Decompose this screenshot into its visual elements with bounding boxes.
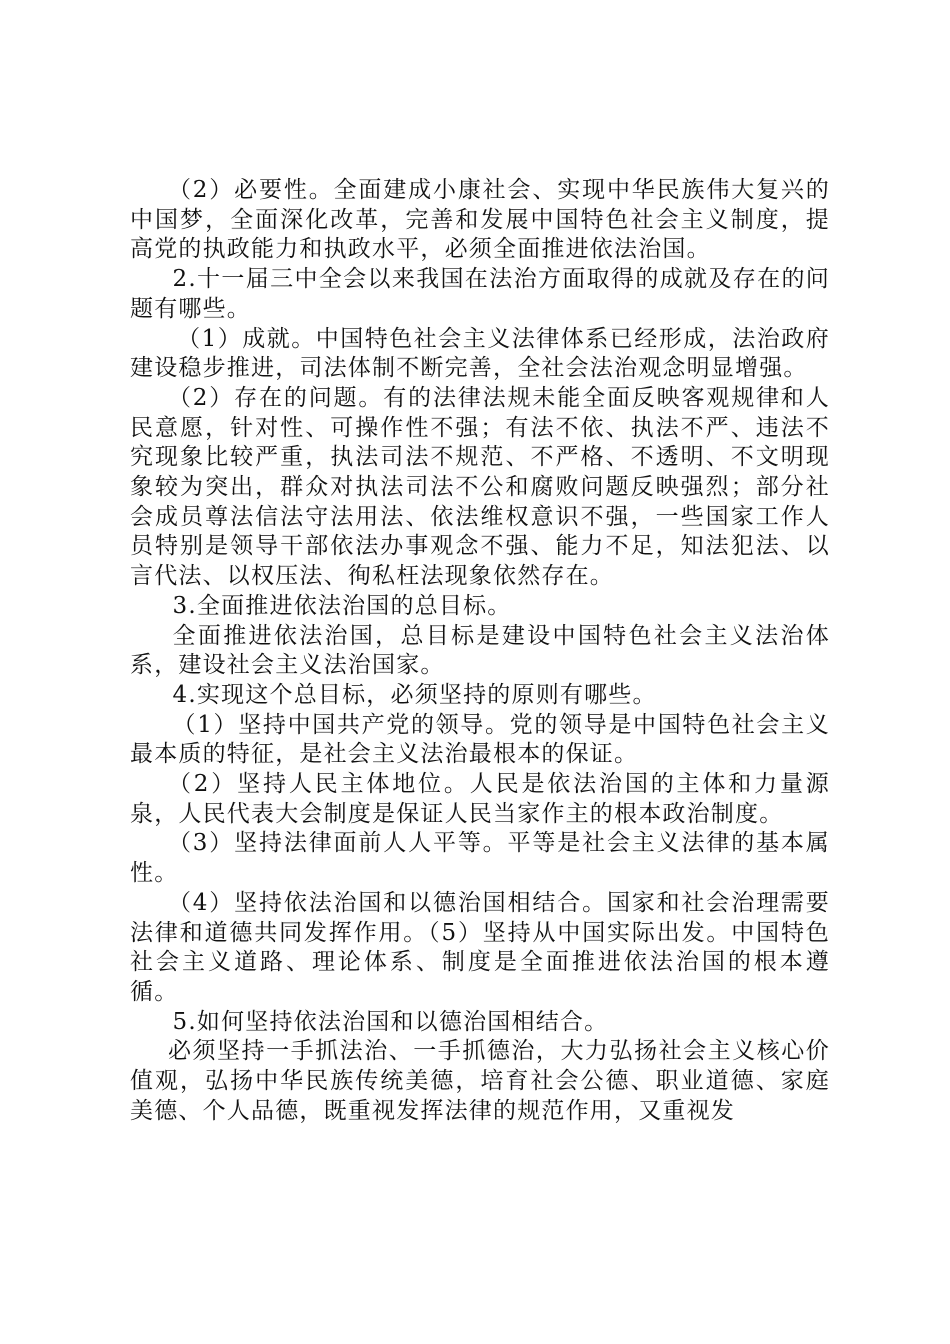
paragraph-achievements: （1）成就。中国特色社会主义法律体系已经形成，法治政府建设稳步推进，司法体制不断完善，全社会法治观念明显增强。 [130, 325, 830, 382]
question-2-heading: 2.十一届三中全会以来我国在法治方面取得的成就及存在的问题有哪些。 [130, 266, 830, 322]
paragraph-principle-1: （1）坚持中国共产党的领导。党的领导是中国特色社会主义最本质的特征，是社会主义法治最根本的保证。 [130, 711, 830, 768]
paragraph-principle-3: （3）坚持法律面前人人平等。平等是社会主义法律的基本属性。 [130, 830, 830, 887]
paragraph-law-and-virtue: 必须坚持一手抓法治、一手抓德治，大力弘扬社会主义核心价值观，弘扬中华民族传统美德，培育社会公德、职业道德、家庭美德、个人品德，既重视发挥法律的规范作用，又重视发 [130, 1038, 830, 1124]
document-body [130, 176, 830, 1127]
paragraph-necessity: （2）必要性。全面建成小康社会、实现中华民族伟大复兴的中国梦，全面深化改革，完善和发展中国特色社会主义制度，提高党的执政能力和执政水平，必须全面推进依法治国。 [130, 177, 830, 263]
question-3-heading: 3.全面推进依法治国的总目标。 [172, 592, 512, 619]
paragraph-overall-goal: 全面推进依法治国，总目标是建设中国特色社会主义法治体系，建设社会主义法治国家。 [130, 622, 830, 679]
paragraph-principle-2: （2）坚持人民主体地位。人民是依法治国的主体和力量源泉，人民代表大会制度是保证人民当家作主的根本政治制度。 [130, 771, 830, 827]
question-5-heading: 5.如何坚持依法治国和以德治国相结合。 [172, 1008, 609, 1035]
paragraph-problems: （2）存在的问题。有的法律法规未能全面反映客观规律和人民意愿，针对性、可操作性不强；有法不依、执法不严、违法不究现象比较严重，执法司法不规范、不严格、不透明、不文明现象较为突出，群众对执法司法不公和腐败问题反映强烈；部分社会成员尊法信法守法用法、依法维权意识不强，一些国家工作人员特别是领导干部依法办事观念不强、能力不足，知法犯法、以言代法、以权压法、徇私枉法现象依然存在。 [130, 384, 830, 590]
question-4-heading: 4.实现这个总目标，必须坚持的原则有哪些。 [172, 681, 657, 708]
paragraph-principle-4-5: （4）坚持依法治国和以德治国相结合。国家和社会治理需要法律和道德共同发挥作用。（5）坚持从中国实际出发。中国特色社会主义道路、理论体系、制度是全面推进依法治国的根本遵循。 [130, 889, 830, 1005]
